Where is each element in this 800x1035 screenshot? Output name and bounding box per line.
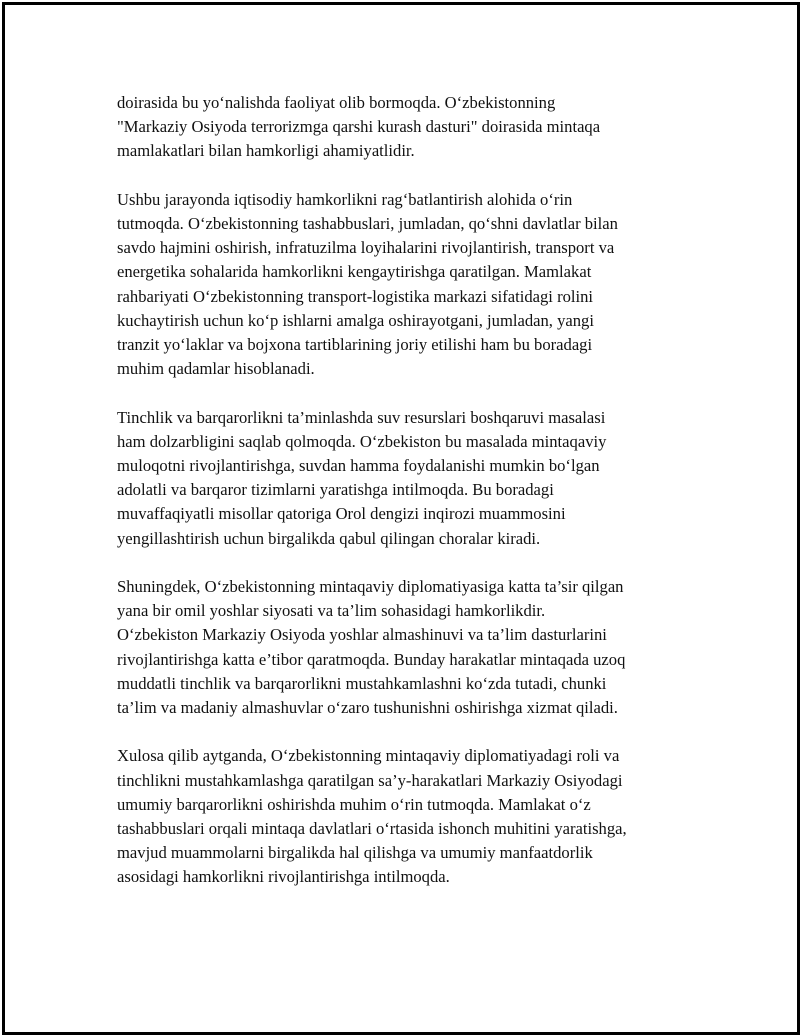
- text-line: adolatli va barqaror tizimlarni yaratishga intilmoqda. Bu boradagi: [117, 480, 554, 500]
- text-line: Xulosa qilib aytganda, O‘zbekistonning mintaqaviy diplomatiyadagi roli va: [117, 746, 620, 766]
- text-line: savdo hajmini oshirish, infratuzilma loyihalarini rivojlantirish, transport va: [117, 238, 615, 258]
- text-line: ta’lim va madaniy almashuvlar o‘zaro tushunishni oshirishga xizmat qiladi.: [117, 698, 618, 718]
- text-line: ham dolzarbligini saqlab qolmoqda. O‘zbekiston bu masalada mintaqaviy: [117, 431, 607, 451]
- text-line: asosidagi hamkorlikni rivojlantirishga intilmoqda.: [117, 867, 450, 887]
- text-line: umumiy barqarorlikni oshirishda muhim o‘rin tutmoqda. Mamlakat o‘z: [117, 794, 591, 814]
- paragraph-1: [117, 91, 697, 164]
- text-line: energetika sohalarida hamkorlikni kengaytirishga qaratilgan. Mamlakat: [117, 262, 592, 282]
- text-line: rahbariyati O‘zbekistonning transport-logistika markazi sifatidagi rolini: [117, 286, 594, 306]
- text-line: Shuningdek, O‘zbekistonning mintaqaviy diplomatiyasiga katta ta’sir qilgan: [117, 577, 624, 597]
- paragraph-2: [117, 188, 697, 382]
- text-line: tranzit yo‘laklar va bojxona tartiblarining joriy etilishi ham bu boradagi: [117, 335, 593, 355]
- text-line: yengillashtirish uchun birgalikda qabul qilingan choralar kiradi.: [117, 528, 541, 548]
- text-line: Ushbu jarayonda iqtisodiy hamkorlikni rag‘batlantirish alohida o‘rin: [117, 189, 573, 209]
- text-line: yana bir omil yoshlar siyosati va ta’lim sohasidagi hamkorlikdir.: [117, 601, 546, 621]
- text-line: mavjud muammolarni birgalikda hal qilishga va umumiy manfaatdorlik: [117, 843, 593, 863]
- text-line: tashabbuslari orqali mintaqa davlatlari o‘rtasida ishonch muhitini yaratishga,: [117, 819, 627, 839]
- text-line: muddatli tinchlik va barqarorlikni mustahkamlashni ko‘zda tutadi, chunki: [117, 673, 607, 693]
- text-line: muvaffaqiyatli misollar qatoriga Orol dengizi inqirozi muammosini: [117, 504, 566, 524]
- text-line: O‘zbekiston Markaziy Osiyoda yoshlar almashinuvi va ta’lim dasturlarini: [117, 625, 607, 645]
- paragraph-5: [117, 744, 697, 889]
- text-line: muloqotni rivojlantirishga, suvdan hamma foydalanishi mumkin bo‘lgan: [117, 456, 600, 476]
- document-body: [117, 91, 697, 914]
- text-line: kuchaytirish uchun ko‘p ishlarni amalga oshirayotgani, jumladan, yangi: [117, 310, 594, 330]
- text-line: mamlakatlari bilan hamkorligi ahamiyatlidir.: [117, 141, 415, 161]
- text-line: tinchlikni mustahkamlashga qaratilgan sa’y-harakatlari Markaziy Osiyodagi: [117, 770, 623, 790]
- text-line: doirasida bu yo‘nalishda faoliyat olib bormoqda. O‘zbekistonning: [117, 93, 556, 112]
- paragraph-3: [117, 406, 697, 551]
- text-line: rivojlantirishga katta e’tibor qaratmoqda. Bunday harakatlar mintaqada uzoq: [117, 649, 626, 669]
- text-line: tutmoqda. O‘zbekistonning tashabbuslari, jumladan, qo‘shni davlatlar bilan: [117, 214, 618, 233]
- paragraph-4: [117, 575, 697, 720]
- text-line: muhim qadamlar hisoblanadi.: [117, 359, 315, 379]
- text-line: Tinchlik va barqarorlikni ta’minlashda suv resurslari boshqaruvi masalasi: [117, 407, 606, 427]
- text-line: "Markaziy Osiyoda terrorizmga qarshi kurash dasturi" doirasida mintaqa: [117, 117, 601, 137]
